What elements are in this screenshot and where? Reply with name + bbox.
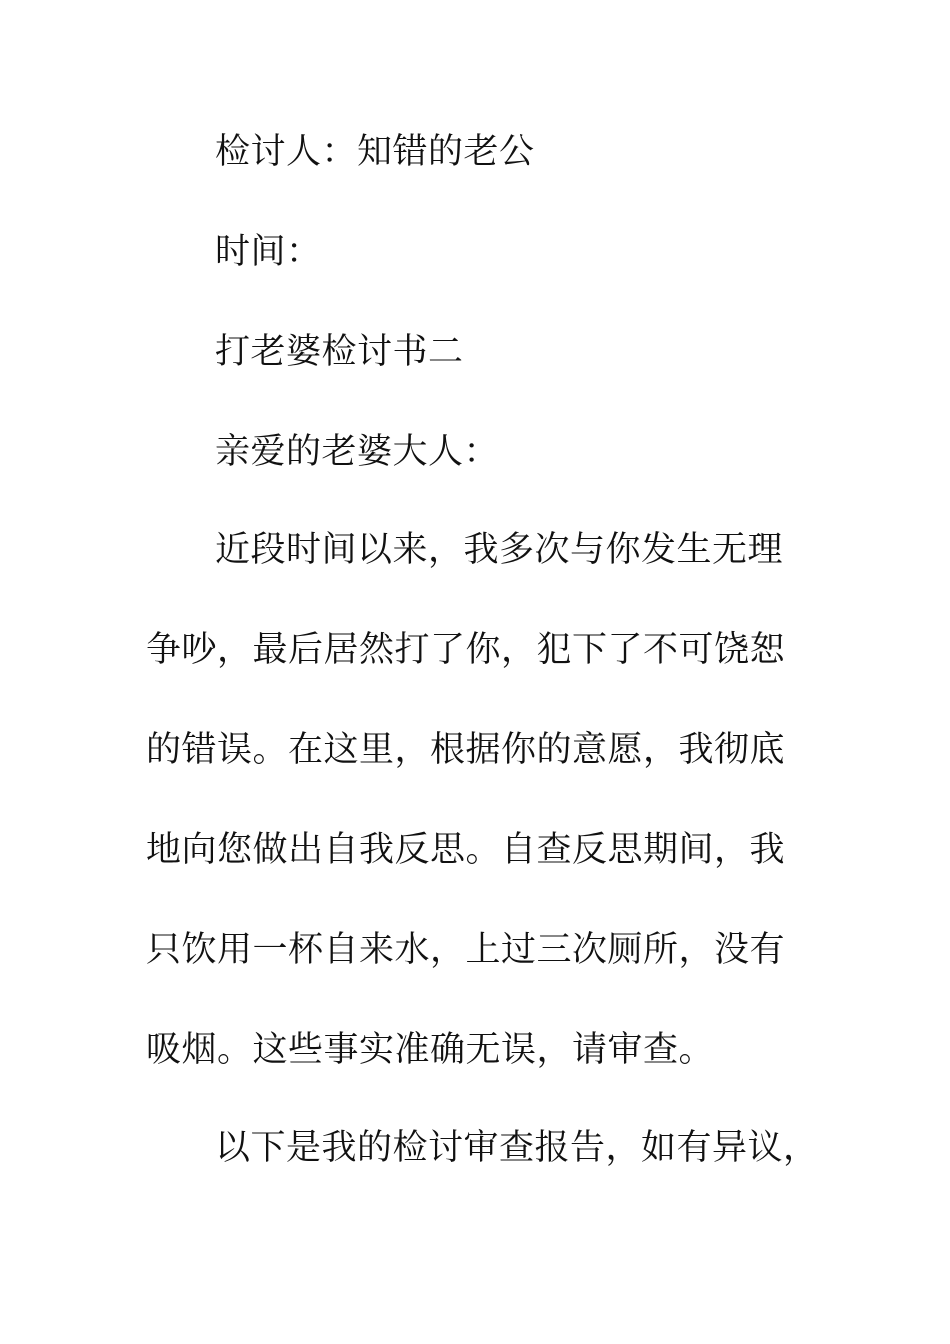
paragraph-line: 只饮用一杯自来水，上过三次厕所，没有 — [146, 930, 786, 970]
signature-line: 检讨人：知错的老公 — [215, 132, 535, 172]
paragraph-line: 地向您做出自我反思。自查反思期间，我 — [146, 830, 786, 870]
paragraph-line: 的错误。在这里，根据你的意愿，我彻底 — [146, 730, 786, 770]
paragraph-line: 争吵，最后居然打了你，犯下了不可饶恕 — [146, 630, 786, 670]
paragraph-line: 吸烟。这些事实准确无误，请审查。 — [146, 1030, 715, 1070]
time-line: 时间： — [215, 232, 322, 272]
paragraph-line: 近段时间以来，我多次与你发生无理 — [215, 530, 784, 570]
paragraph-line: 以下是我的检讨审查报告，如有异议， — [215, 1128, 819, 1168]
section-title: 打老婆检讨书二 — [215, 332, 464, 372]
salutation: 亲爱的老婆大人： — [215, 432, 500, 472]
